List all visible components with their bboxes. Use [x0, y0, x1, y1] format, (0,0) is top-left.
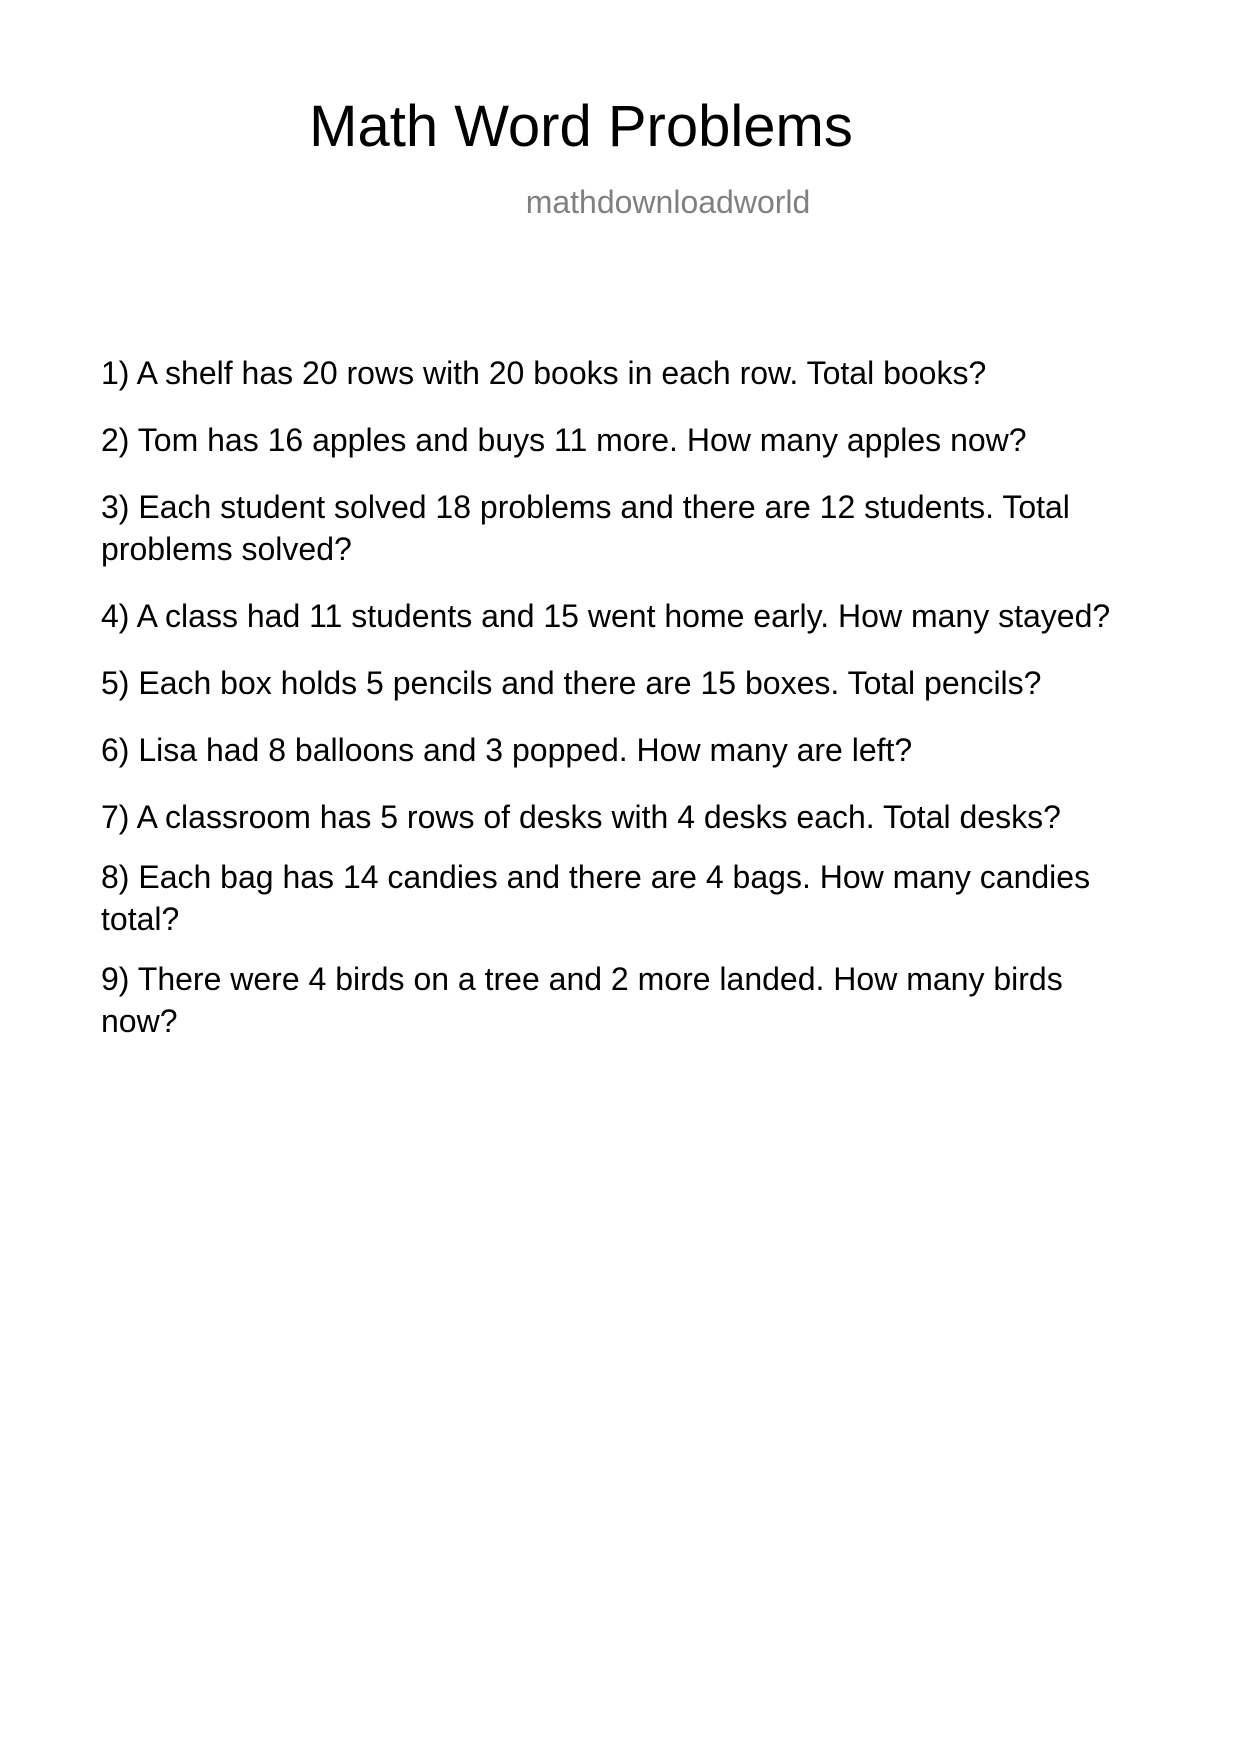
problem-list: [101, 352, 1141, 1067]
problem-item: 4) A class had 11 students and 15 went home early. How many stayed?: [101, 598, 1111, 634]
problem-item: 1) A shelf has 20 rows with 20 books in each row. Total books?: [101, 355, 987, 391]
problem-item: 8) Each bag has 14 candies and there are 4 bags. How many candies total?: [101, 859, 1091, 937]
problem-item: 6) Lisa had 8 balloons and 3 popped. How many are left?: [101, 732, 913, 768]
problem-item: 7) A classroom has 5 rows of desks with 4 desks each. Total desks?: [101, 799, 1061, 835]
problem-item: 9) There were 4 birds on a tree and 2 more landed. How many birds now?: [101, 961, 1063, 1039]
problem-item: 2) Tom has 16 apples and buys 11 more. How many apples now?: [101, 422, 1027, 458]
page-subtitle: mathdownloadworld: [525, 184, 811, 220]
problem-item: 3) Each student solved 18 problems and there are 12 students. Total problems solved?: [101, 489, 1070, 567]
page-title: Math Word Problems: [309, 94, 853, 159]
problem-item: 5) Each box holds 5 pencils and there are 15 boxes. Total pencils?: [101, 665, 1042, 701]
